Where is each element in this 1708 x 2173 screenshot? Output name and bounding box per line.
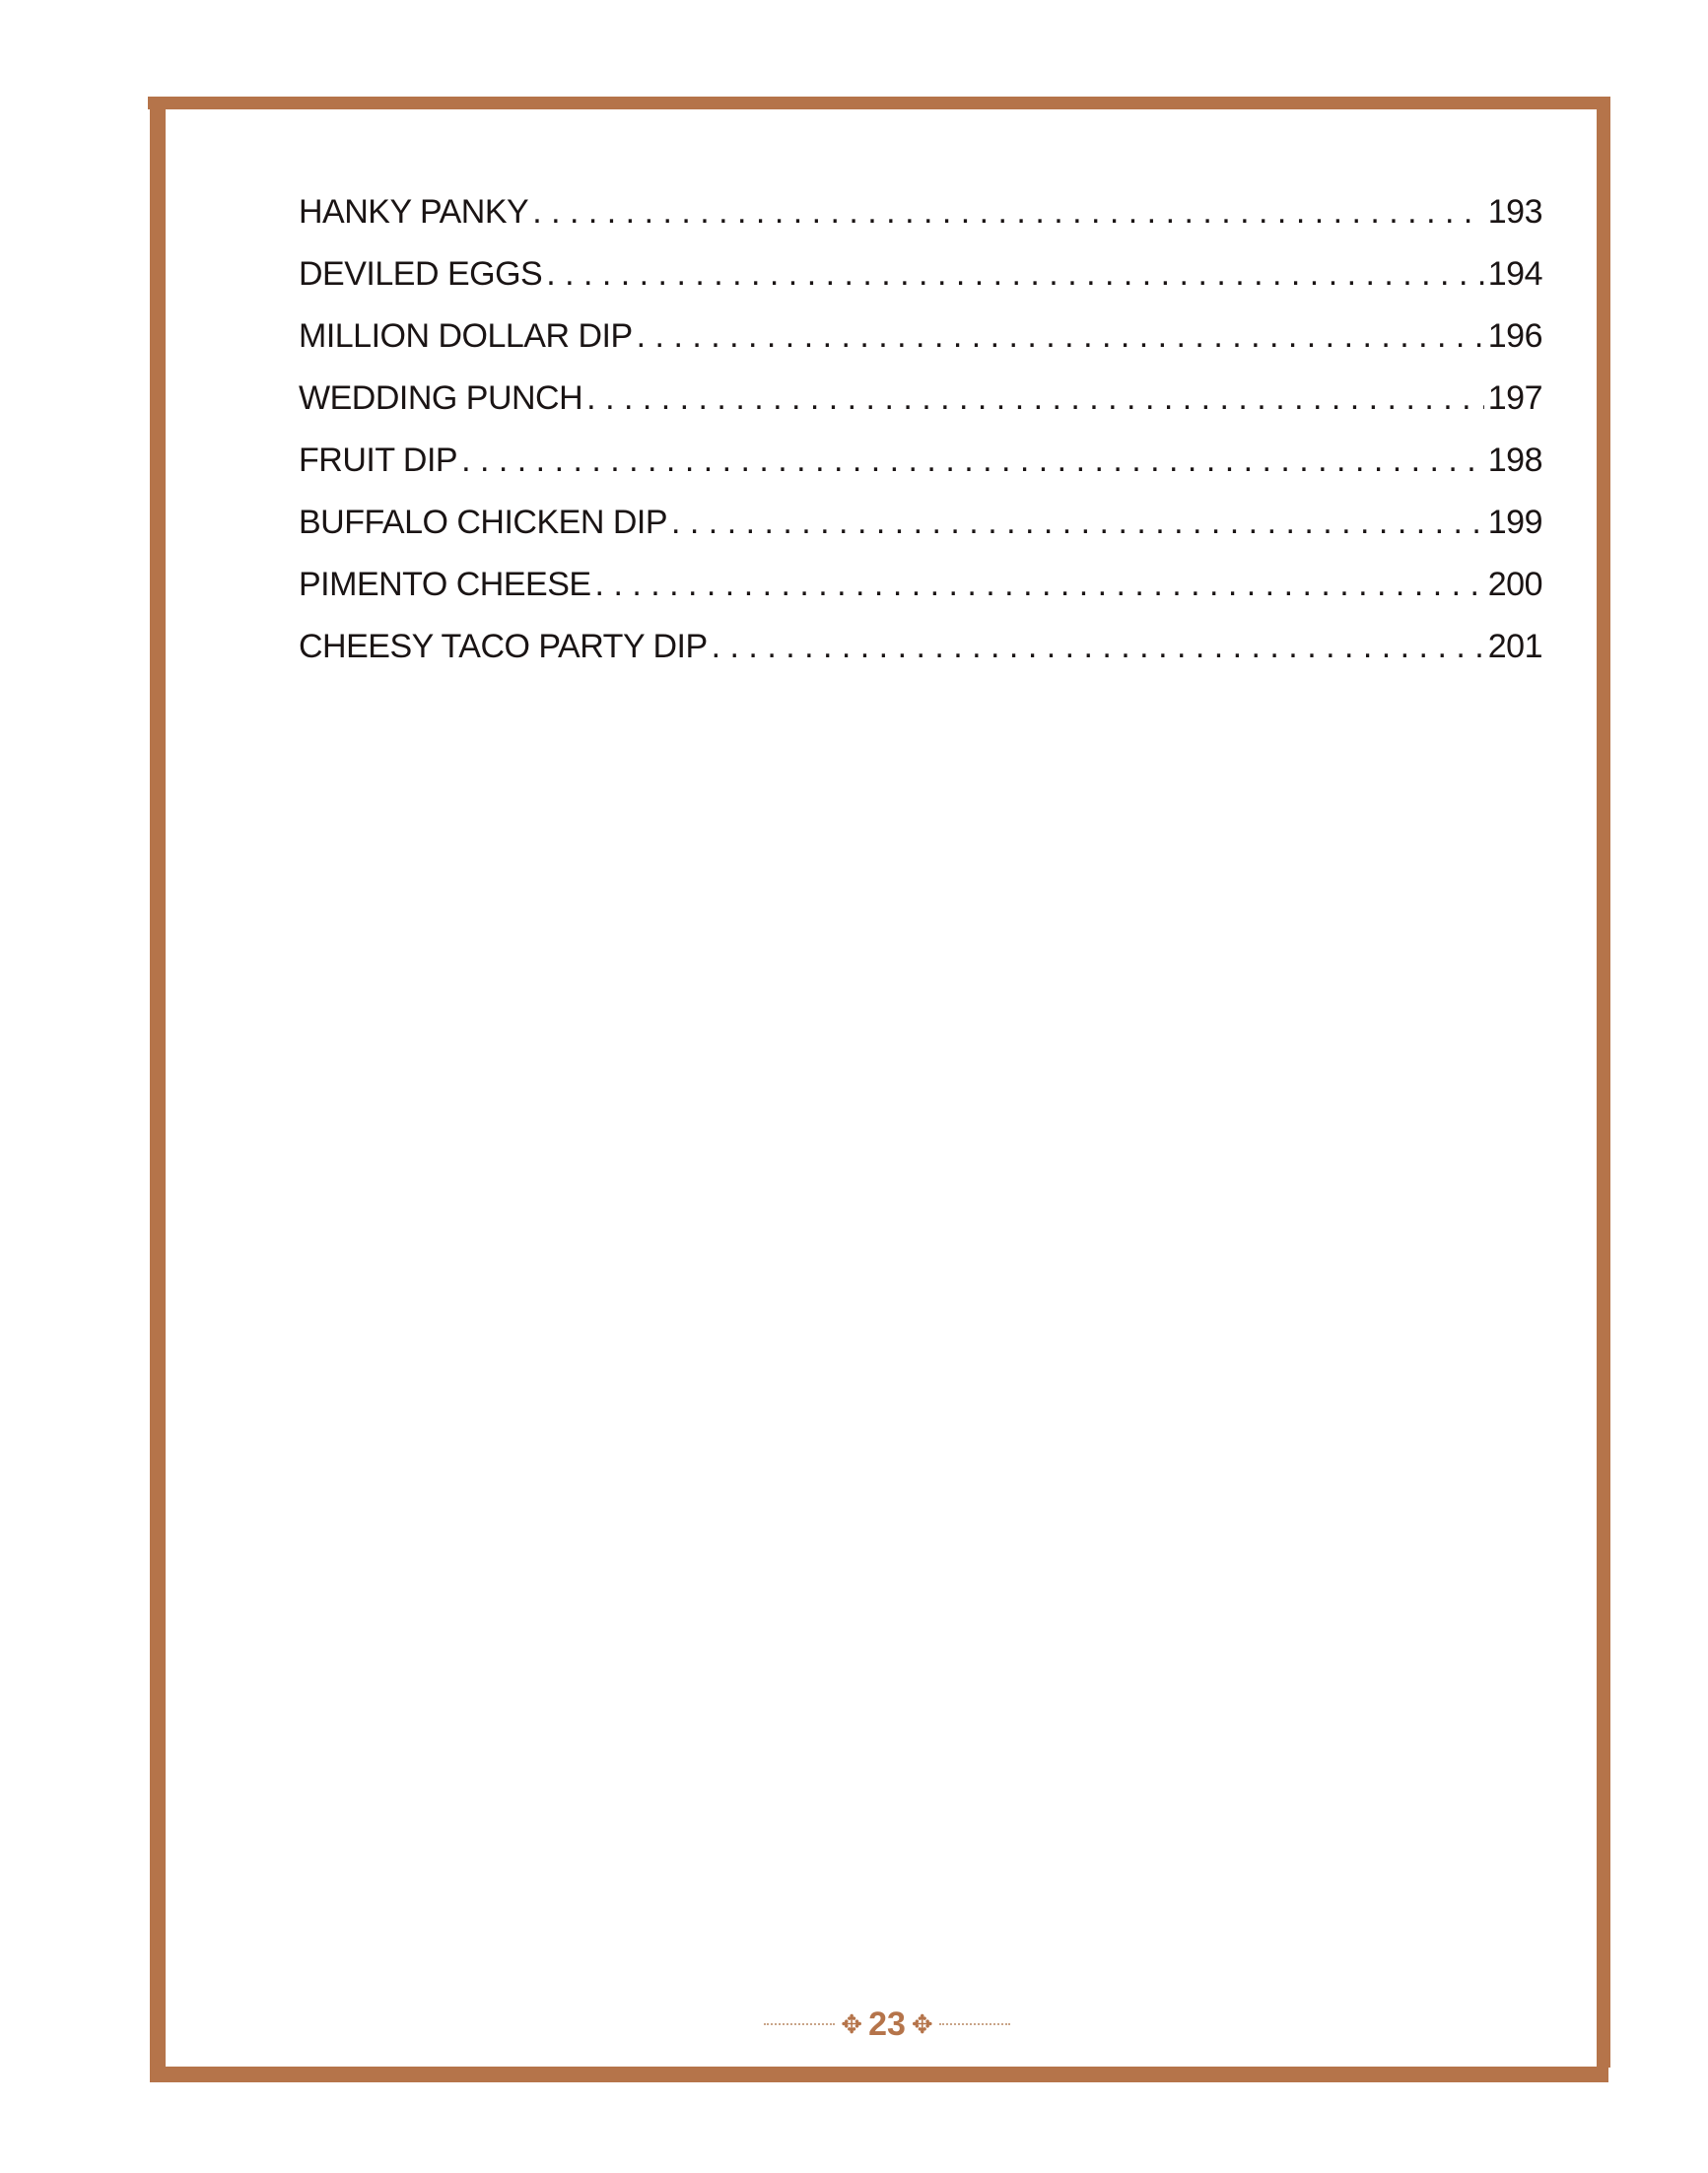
toc-entry-title: MILLION DOLLAR DIP bbox=[299, 317, 633, 355]
dot-leader bbox=[637, 317, 1484, 356]
page-number: 23 bbox=[868, 2004, 906, 2043]
toc-entry-title: HANKY PANKY bbox=[299, 193, 529, 231]
toc-entry-page: 200 bbox=[1487, 566, 1542, 603]
page-border-right bbox=[1597, 97, 1610, 2068]
dot-leader bbox=[546, 255, 1484, 294]
toc-entry-page: 201 bbox=[1487, 628, 1542, 665]
footer-dotted-line-right bbox=[939, 2023, 1010, 2025]
page-border-left bbox=[150, 97, 166, 2082]
table-of-contents bbox=[299, 193, 1542, 690]
toc-entry-page: 198 bbox=[1487, 441, 1542, 479]
page-border-top bbox=[148, 97, 1610, 109]
ornament-icon: ✥ bbox=[841, 2008, 863, 2039]
toc-entry-title: WEDDING PUNCH bbox=[299, 379, 583, 417]
toc-entry[interactable] bbox=[299, 317, 1542, 379]
toc-entry-page: 194 bbox=[1487, 255, 1542, 293]
footer-dotted-line-left bbox=[764, 2023, 835, 2025]
toc-entry[interactable] bbox=[299, 628, 1542, 690]
toc-entry-title: CHEESY TACO PARTY DIP bbox=[299, 628, 708, 665]
dot-leader bbox=[671, 504, 1484, 542]
toc-entry-title: DEVILED EGGS bbox=[299, 255, 543, 293]
toc-entry[interactable] bbox=[299, 441, 1542, 504]
page-border-bottom bbox=[150, 2067, 1608, 2082]
toc-entry[interactable] bbox=[299, 255, 1542, 317]
toc-entry[interactable] bbox=[299, 504, 1542, 566]
toc-entry[interactable] bbox=[299, 193, 1542, 255]
dot-leader bbox=[595, 566, 1484, 604]
dot-leader bbox=[532, 193, 1484, 232]
toc-entry-page: 196 bbox=[1487, 317, 1542, 355]
dot-leader bbox=[712, 628, 1484, 666]
toc-entry-page: 193 bbox=[1487, 193, 1542, 231]
page-footer bbox=[759, 2004, 1015, 2044]
toc-entry-title: FRUIT DIP bbox=[299, 441, 458, 479]
toc-entry-page: 199 bbox=[1487, 504, 1542, 541]
toc-entry[interactable] bbox=[299, 379, 1542, 441]
dot-leader bbox=[461, 441, 1484, 480]
dot-leader bbox=[586, 379, 1484, 418]
ornament-icon: ✥ bbox=[911, 2008, 933, 2039]
toc-entry-title: PIMENTO CHEESE bbox=[299, 566, 591, 603]
toc-entry-page: 197 bbox=[1487, 379, 1542, 417]
toc-entry-title: BUFFALO CHICKEN DIP bbox=[299, 504, 668, 541]
toc-entry[interactable] bbox=[299, 566, 1542, 628]
